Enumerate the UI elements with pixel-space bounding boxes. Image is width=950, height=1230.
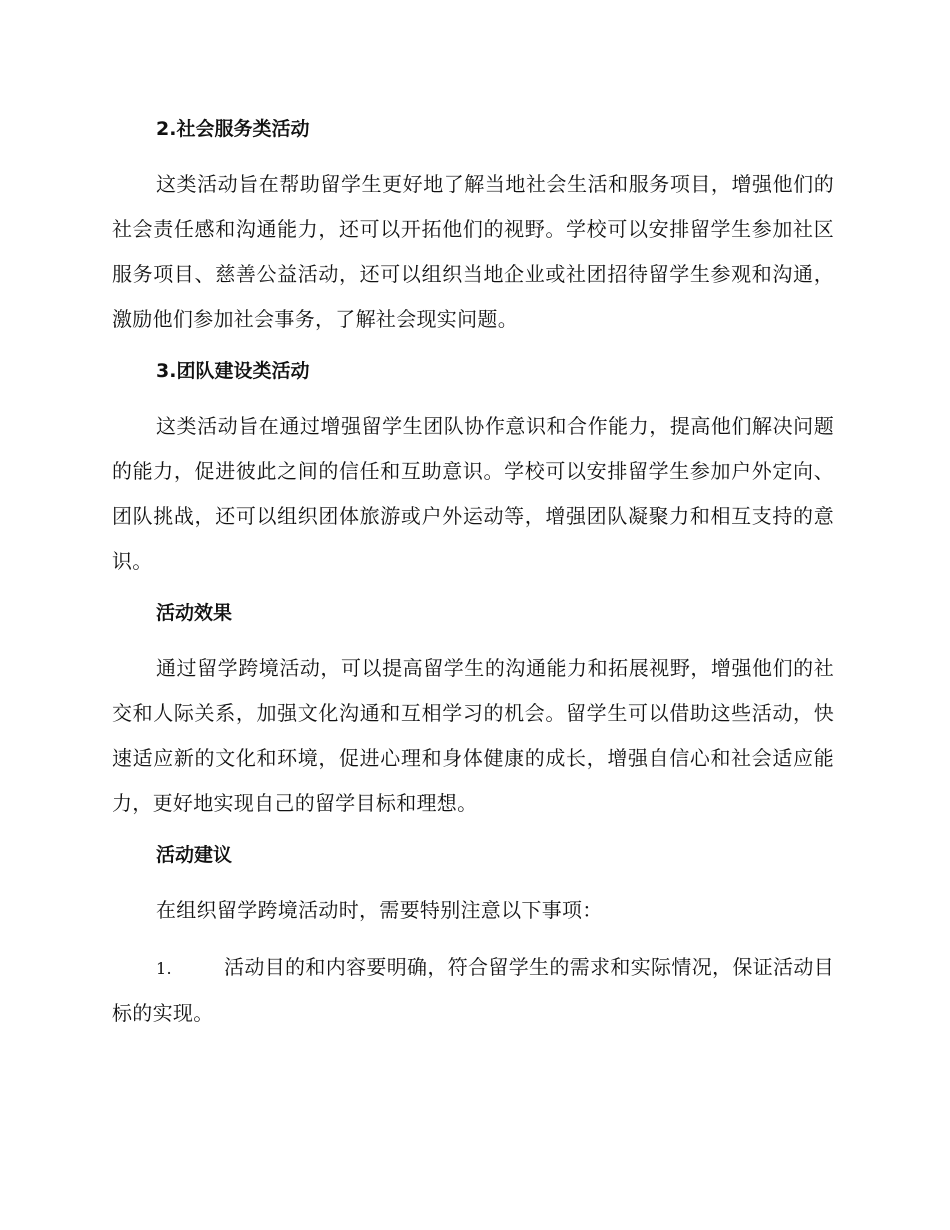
document-body xyxy=(112,112,834,1036)
section-heading-team-building: 3.团队建设类活动 xyxy=(156,360,310,382)
section-heading-activity-advice: 活动建议 xyxy=(156,844,233,866)
paragraph-social-service: 这类活动旨在帮助留学生更好地了解当地社会生活和服务项目，增强他们的社会责任感和沟通能力，还可以开拓他们的视野。学校可以安排留学生参加社区服务项目、慈善公益活动，还可以组织当地企业或社团招待留学生参观和沟通，激励他们参加社会事务，了解社会现实问题。 xyxy=(112,172,834,331)
paragraph-activity-effect: 通过留学跨境活动，可以提高留学生的沟通能力和拓展视野，增强他们的社交和人际关系，加强文化沟通和互相学习的机会。留学生可以借助这些活动，快速适应新的文化和环境，促进心理和身体健康的成长，增强自信心和社会适应能力，更好地实现自己的留学目标和理想。 xyxy=(112,656,834,815)
section-heading-activity-effect: 活动效果 xyxy=(156,602,233,624)
list-item xyxy=(112,945,834,1036)
list-item-number: 1. xyxy=(156,959,172,978)
paragraph-advice-intro: 在组织留学跨境活动时，需要特别注意以下事项： xyxy=(156,898,603,922)
paragraph-team-building: 这类活动旨在通过增强留学生团队协作意识和合作能力，提高他们解决问题的能力，促进彼此之间的信任和互助意识。学校可以安排留学生参加户外定向、团队挑战，还可以组织团体旅游或户外运动等，增强团队凝聚力和相互支持的意识。 xyxy=(112,414,834,573)
section-heading-social-service: 2.社会服务类活动 xyxy=(156,118,310,140)
list-item-text: 活动目的和内容要明确，符合留学生的需求和实际情况，保证活动目标的实现。 xyxy=(112,955,834,1025)
